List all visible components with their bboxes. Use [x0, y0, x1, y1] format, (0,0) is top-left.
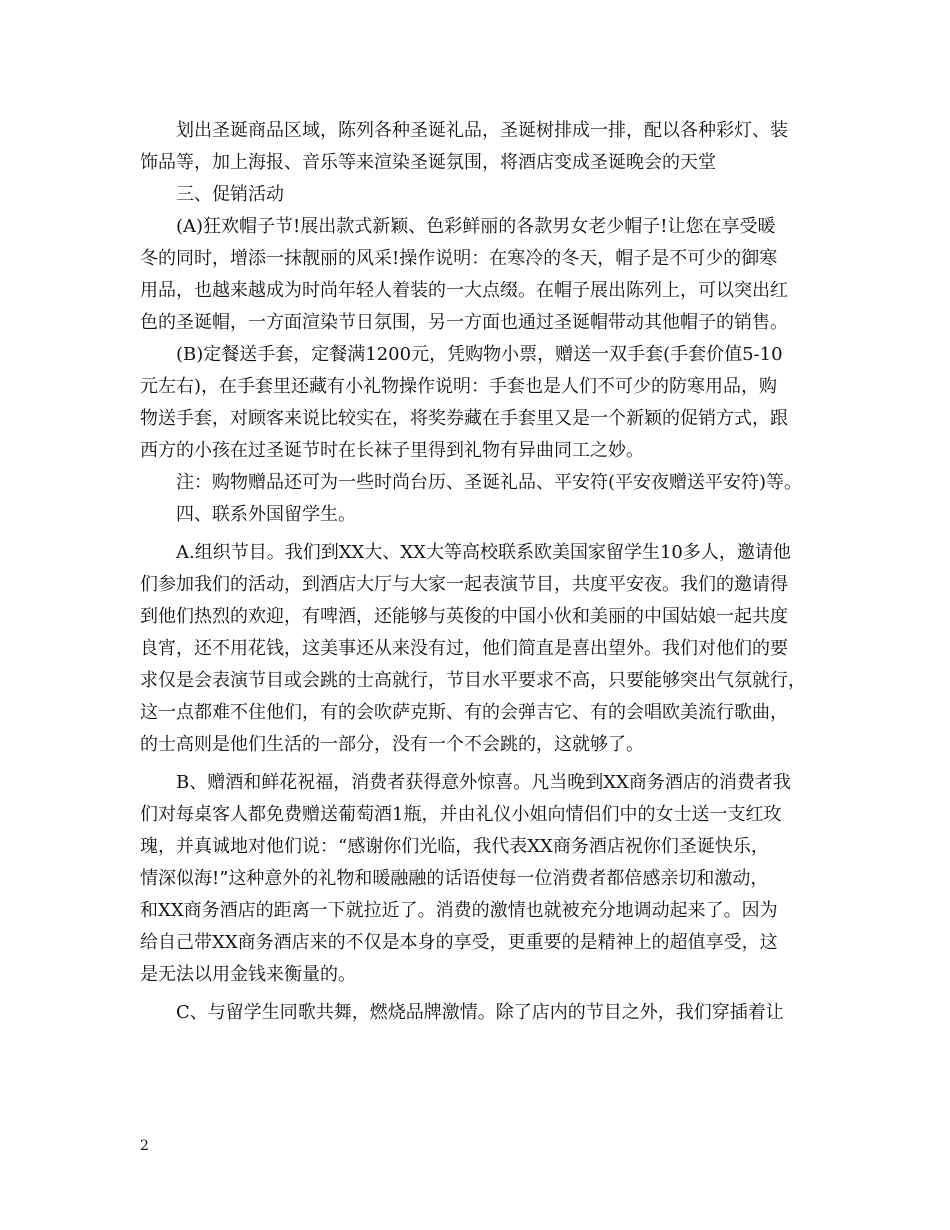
paragraph-line: 们对每桌客人都免费赠送葡萄酒1瓶，并由礼仪小姐向情侣们中的女士送一支红玫: [140, 804, 782, 825]
paragraph-line: 划出圣诞商品区域，陈列各种圣诞礼品，圣诞树排成一排，配以各种彩灯、装: [176, 120, 788, 141]
paragraph-line: 求仅是会表演节目或会跳的士高就行，节目水平要求不高，只要能够突出气氛就行，: [140, 670, 806, 691]
paragraph-line: 这一点都难不住他们，有的会吹萨克斯、有的会弹吉它、有的会唱欧美流行歌曲，: [140, 702, 788, 723]
paragraph-line: 良宵，还不用花钱，这美事还从来没有过，他们简直是喜出望外。我们对他们的要: [140, 638, 788, 659]
paragraph-line: 瑰，并真诚地对他们说：“感谢你们光临，我代表XX商务酒店祝你们圣诞快乐，: [140, 836, 769, 857]
section-heading: 四、联系外国留学生。: [176, 504, 356, 525]
paragraph-line: 和XX商务酒店的距离一下就拉近了。消费的激情也就被充分地调动起来了。因为: [140, 900, 778, 921]
paragraph-line: (B)定餐送手套，定餐满1200元，凭购物小票，赠送一双手套(手套价值5-10: [176, 344, 783, 365]
paragraph-line: 色的圣诞帽，一方面渲染节日氛围，另一方面也通过圣诞帽带动其他帽子的销售。: [140, 312, 788, 333]
body-text: [140, 115, 830, 1029]
paragraph-line: 到他们热烈的欢迎，有啤酒，还能够与英俊的中国小伙和美丽的中国姑娘一起共度: [140, 606, 788, 627]
paragraph-line: 冬的同时，增添一抹靓丽的风采!操作说明：在寒冷的冬天，帽子是不可少的御寒: [140, 248, 778, 269]
section-heading: 三、促销活动: [176, 184, 284, 205]
paragraph-line: 情深似海!”这种意外的礼物和暖融融的话语使每一位消费者都倍感亲切和激动，: [140, 868, 769, 889]
paragraph-line: 们参加我们的活动，到酒店大厅与大家一起表演节目，共度平安夜。我们的邀请得: [140, 574, 788, 595]
paragraph-line: 物送手套，对顾客来说比较实在，将奖券藏在手套里又是一个新颖的促销方式，跟: [140, 408, 788, 429]
paragraph-line: 给自己带XX商务酒店来的不仅是本身的享受，更重要的是精神上的超值享受，这: [140, 932, 778, 953]
paragraph-line: C、与留学生同歌共舞，燃烧品牌激情。除了店内的节目之外，我们穿插着让: [176, 1002, 784, 1023]
paragraph-line: A.组织节目。我们到XX大、XX大等高校联系欧美国家留学生10多人，邀请他: [176, 542, 791, 563]
paragraph-line: 西方的小孩在过圣诞节时在长袜子里得到礼物有异曲同工之妙。: [140, 440, 644, 461]
paragraph-line: B、赠酒和鲜花祝福，消费者获得意外惊喜。凡当晚到XX商务酒店的消费者我: [176, 772, 791, 793]
paragraph-line: 元左右)，在手套里还藏有小礼物操作说明：手套也是人们不可少的防寒用品，购: [140, 376, 778, 397]
note-line: 注：购物赠品还可为一些时尚台历、圣诞礼品、平安符(平安夜赠送平安符)等。: [176, 472, 803, 493]
paragraph-line: 是无法以用金钱来衡量的。: [140, 964, 356, 985]
paragraph-line: 饰品等，加上海报、音乐等来渲染圣诞氛围，将酒店变成圣诞晚会的天堂: [140, 152, 716, 173]
paragraph-line: 的士高则是他们生活的一部分，没有一个不会跳的，这就够了。: [140, 734, 644, 755]
paragraph-line: 用品，也越来越成为时尚年轻人着装的一大点缀。在帽子展出陈列上，可以突出红: [140, 280, 788, 301]
paragraph-line: (A)狂欢帽子节!展出款式新颖、色彩鲜丽的各款男女老少帽子!让您在享受暖: [176, 216, 776, 237]
page-number: 2: [140, 1138, 149, 1154]
